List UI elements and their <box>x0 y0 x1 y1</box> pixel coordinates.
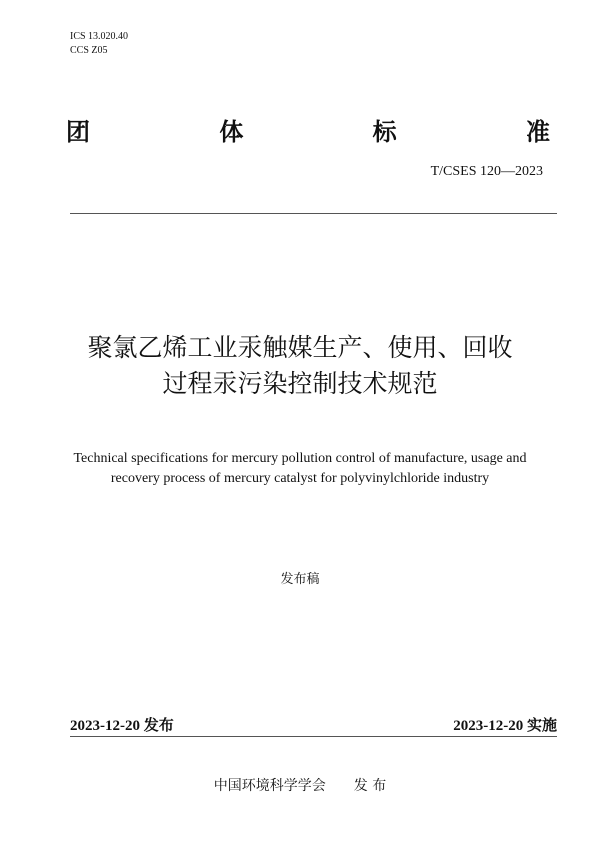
ccs-code: CCS Z05 <box>70 45 108 56</box>
bottom-divider <box>70 736 557 737</box>
heading-char: 标 <box>372 118 397 146</box>
heading-char: 团 <box>66 118 90 146</box>
implement-date: 2023-12-20 实施 <box>453 718 557 734</box>
heading-char: 体 <box>219 118 244 146</box>
chinese-title-line: 聚氯乙烯工业汞触媒生产、使用、回收 <box>87 333 513 362</box>
english-title-line: Technical specifications for mercury pollution control of manufacture, usage and <box>73 451 527 466</box>
english-title-line: recovery process of mercury catalyst for polyvinylchloride industry <box>110 471 490 486</box>
ics-code: ICS 13.020.40 <box>70 31 129 42</box>
heading-char: 准 <box>525 118 550 146</box>
publisher-name: 中国环境科学学会 <box>213 778 326 794</box>
issue-date: 2023-12-20 发布 <box>70 718 174 734</box>
draft-status: 发布稿 <box>280 571 320 586</box>
publisher <box>0 775 600 795</box>
chinese-title <box>0 330 600 402</box>
standard-type-heading <box>66 112 550 147</box>
standard-code: T/CSES 120—2023 <box>430 164 543 179</box>
top-divider <box>70 213 557 214</box>
english-title <box>0 449 600 489</box>
chinese-title-line: 过程汞污染控制技术规范 <box>162 369 438 398</box>
dates-row <box>70 714 557 735</box>
publisher-action: 发 布 <box>353 778 387 794</box>
